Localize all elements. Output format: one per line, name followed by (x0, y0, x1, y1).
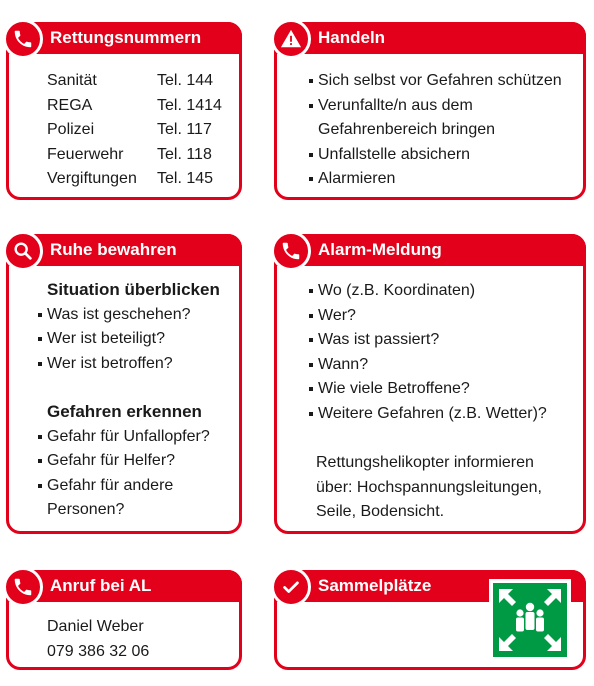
list-item: Wer? (307, 304, 583, 329)
card-header (274, 234, 586, 266)
card-title: Handeln (318, 28, 386, 47)
list-item: Wo (z.B. Koordinaten) (307, 279, 583, 304)
list-item: Gefahr für Helfer? (36, 449, 239, 474)
sammelplaetze-card (274, 570, 586, 670)
checkmark-icon (271, 567, 311, 607)
alarm-meldung-card (274, 234, 586, 534)
section-heading: Gefahren erkennen (47, 402, 202, 421)
rescue-number-row (47, 143, 239, 168)
list-item: Unfallstelle absichern (307, 143, 583, 168)
card-title: Anruf bei AL (50, 576, 152, 595)
service-tel: Tel. 118 (157, 145, 212, 163)
list-item: Was ist geschehen? (36, 303, 239, 328)
section-heading: Situation überblicken (47, 280, 220, 299)
service-tel: Tel. 145 (157, 170, 214, 187)
note-line: Rettungshelikopter informieren (316, 454, 534, 471)
service-name: Sanität (47, 72, 97, 89)
card-title: Ruhe bewahren (50, 240, 177, 259)
rescue-number-row (47, 118, 239, 143)
service-tel: Tel. 1414 (157, 96, 222, 114)
rescue-number-row (47, 167, 239, 192)
card-header (274, 22, 586, 54)
service-name: Feuerwehr (47, 145, 124, 163)
search-icon (3, 231, 43, 271)
list-item: Was ist passiert? (307, 328, 583, 353)
card-title: Alarm-Meldung (318, 240, 442, 259)
list-item: Wann? (307, 353, 583, 378)
list-item: Weitere Gefahren (z.B. Wetter)? (307, 402, 583, 427)
card-title: Rettungsnummern (50, 28, 202, 47)
list-item: Wer ist betroffen? (36, 352, 239, 377)
note-line: Seile, Bodensicht. (316, 503, 445, 520)
list-item-continuation: Gefahrenbereich bringen (318, 121, 496, 138)
phone-icon (3, 567, 43, 607)
list-item: Gefahr für andere (36, 474, 239, 499)
anruf-card (6, 570, 242, 670)
rettungsnummern-card (6, 22, 242, 200)
service-name: Vergiftungen (47, 170, 137, 187)
note-line: über: Hochspannungsleitungen, (316, 478, 542, 496)
phone-icon (271, 231, 311, 271)
list-item: Alarmieren (307, 167, 583, 192)
service-tel: Tel. 117 (157, 121, 212, 138)
list-item: Gefahr für Unfallopfer? (36, 425, 239, 450)
list-item-continuation: Personen? (47, 501, 125, 518)
service-name: REGA (47, 96, 93, 114)
ruhe-bewahren-card (6, 234, 242, 534)
rescue-number-row (47, 69, 239, 94)
phone-icon (3, 19, 43, 59)
list-item: Sich selbst vor Gefahren schützen (307, 69, 583, 94)
card-title: Sammelplätze (318, 576, 432, 595)
assembly-point-icon (489, 579, 571, 661)
list-item: Wie viele Betroffene? (307, 377, 583, 402)
rescue-number-row (47, 94, 239, 119)
contact-phone[interactable]: 079 386 32 06 (47, 642, 150, 660)
handeln-card (274, 22, 586, 200)
contact-name: Daniel Weber (47, 618, 144, 635)
warning-icon (271, 19, 311, 59)
list-item: Verunfallte/n aus dem (307, 94, 583, 119)
service-name: Polizei (47, 121, 95, 138)
service-tel: Tel. 144 (157, 72, 214, 89)
list-item: Wer ist beteiligt? (36, 327, 239, 352)
